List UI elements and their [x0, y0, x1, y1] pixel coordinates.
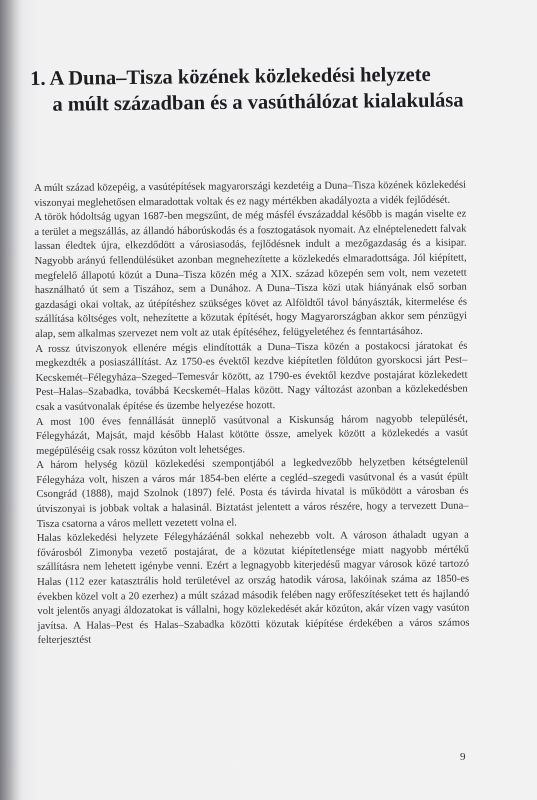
paragraph: A rossz útviszonyok ellenére mégis elindították a Duna–Tisza közén a postakocsi járatokat és megkezdték a posiaszállítást. Az 1750-es évektől kezdve kiépítetlen földúton gyorskocsi járt Pest–Kecskemét–Félegyháza–Szeged–Temesvár között, az 1790-es évektől kezdve postajárat közlekedett Pest–Halas–Szabadka, továbbá Kecskemét–Halas között. Nagy változást azonban a közlekedésben csak a vasútvonalak építése és üzembe helyezése hozott. [35, 340, 468, 413]
page-number: 9 [460, 751, 466, 763]
chapter-heading-line-2: a múlt században és a vasúthálózat kialakulása [52, 89, 464, 116]
chapter-heading-line-1: 1. A Duna–Tisza közének közlekedési helyzete [30, 63, 431, 90]
body-text [34, 179, 470, 649]
chapter-heading [30, 61, 511, 118]
paragraph: Halas közlekedési helyzete Félegyházáénál sokkal nehezebb volt. A városon áthaladt ugyan a fővárosból Zimonyba vezető postajárat, de a közutat kiépítetlensége miatt nagyobb mértékű szállításra nem lehetett igénybe venni. Ezért a legnagyobb kiterjedésű magyar városok közé tartozó Halas (112 ezer katasztrális hold területével az ország hatodik városa, lakóinak száma az 1850-es években közel volt a 20 ezerhez) a múlt század második felében nagy erőfeszítéseket tett és hajlandó volt jelentős anyagi áldozatokat is vállalni, hogy közlekedését akár közúton, akár vízen vagy vasúton javítsa. A Halas–Pest és Halas–Szabadka közötti közutak kiépítése érdekében a város számos felterjesztést [36, 529, 470, 647]
paragraph: A török hódoltság ugyan 1687-ben megszűnt, de még másfél évszázaddal később is magán viselte ez a terület a megszállás, az állandó háborúskodás és a fosztogatások nyomait. Az elnéptelenedett falvak lassan éledtek újra, elkezdődött a városiasodás, fejlődésnek indult a mezőgazdaság és a kisipar. Nagyobb arányú fellendülésüket azonban megnehezítette a közlekedés elmaradottsága. Jól kiépített, megfelelő állapotú közút a Duna–Tisza közén még a XIX. század közepén sem volt, nem vezetett használható út sem a Tiszához, sem a Dunához. A Duna–Tisza közi utak hiányának első sorban gazdasági okai voltak, az útépítéshez szükséges követ az Alföldtől távol bányászták, kitermelése és szállítása költséges volt, nehezítette a közutak építését, hogy Magyarországban akkor sem pénzügyi alap, sem alkalmas szervezet nem volt az utak építéséhez, felügyeletéhez és fenntartásához. [34, 208, 468, 340]
paragraph: A három helység közül közlekedési szempontjából a legkedvezőbb helyzetben kétségtelenül Félegyháza volt, hiszen a város már 1854-ben elérte a cegléd–szegedi vasútvonal és a vasút épült Csongrád (1888), majd Szolnok (1897) felé. Posta és távirda hivatal is működött a városban és útviszonyai is jobbak voltak a halasinál. Biztatást jelentett a város részére, hogy a tervezett Duna–Tisza csatorna a város mellett vezetett volna el. [36, 456, 469, 530]
binding-gutter-shadow [0, 0, 20, 800]
paragraph: A most 100 éves fennállását ünneplő vasútvonal a Kiskunság három nagyobb települését, Félegyházát, Majsát, majd később Halast kötötte össze, amelyek között a közlekedés a vasút megépüléséig csak rossz közúton volt lehetséges. [35, 413, 469, 457]
paragraph: A múlt század közepéig, a vasútépítések magyarországi kezdetéig a Duna–Tisza közének közlekedési viszonyai meglehetősen elmaradottak voltak és ez nagy mértékben akadályozta a vidék fejlődését. [34, 179, 467, 209]
